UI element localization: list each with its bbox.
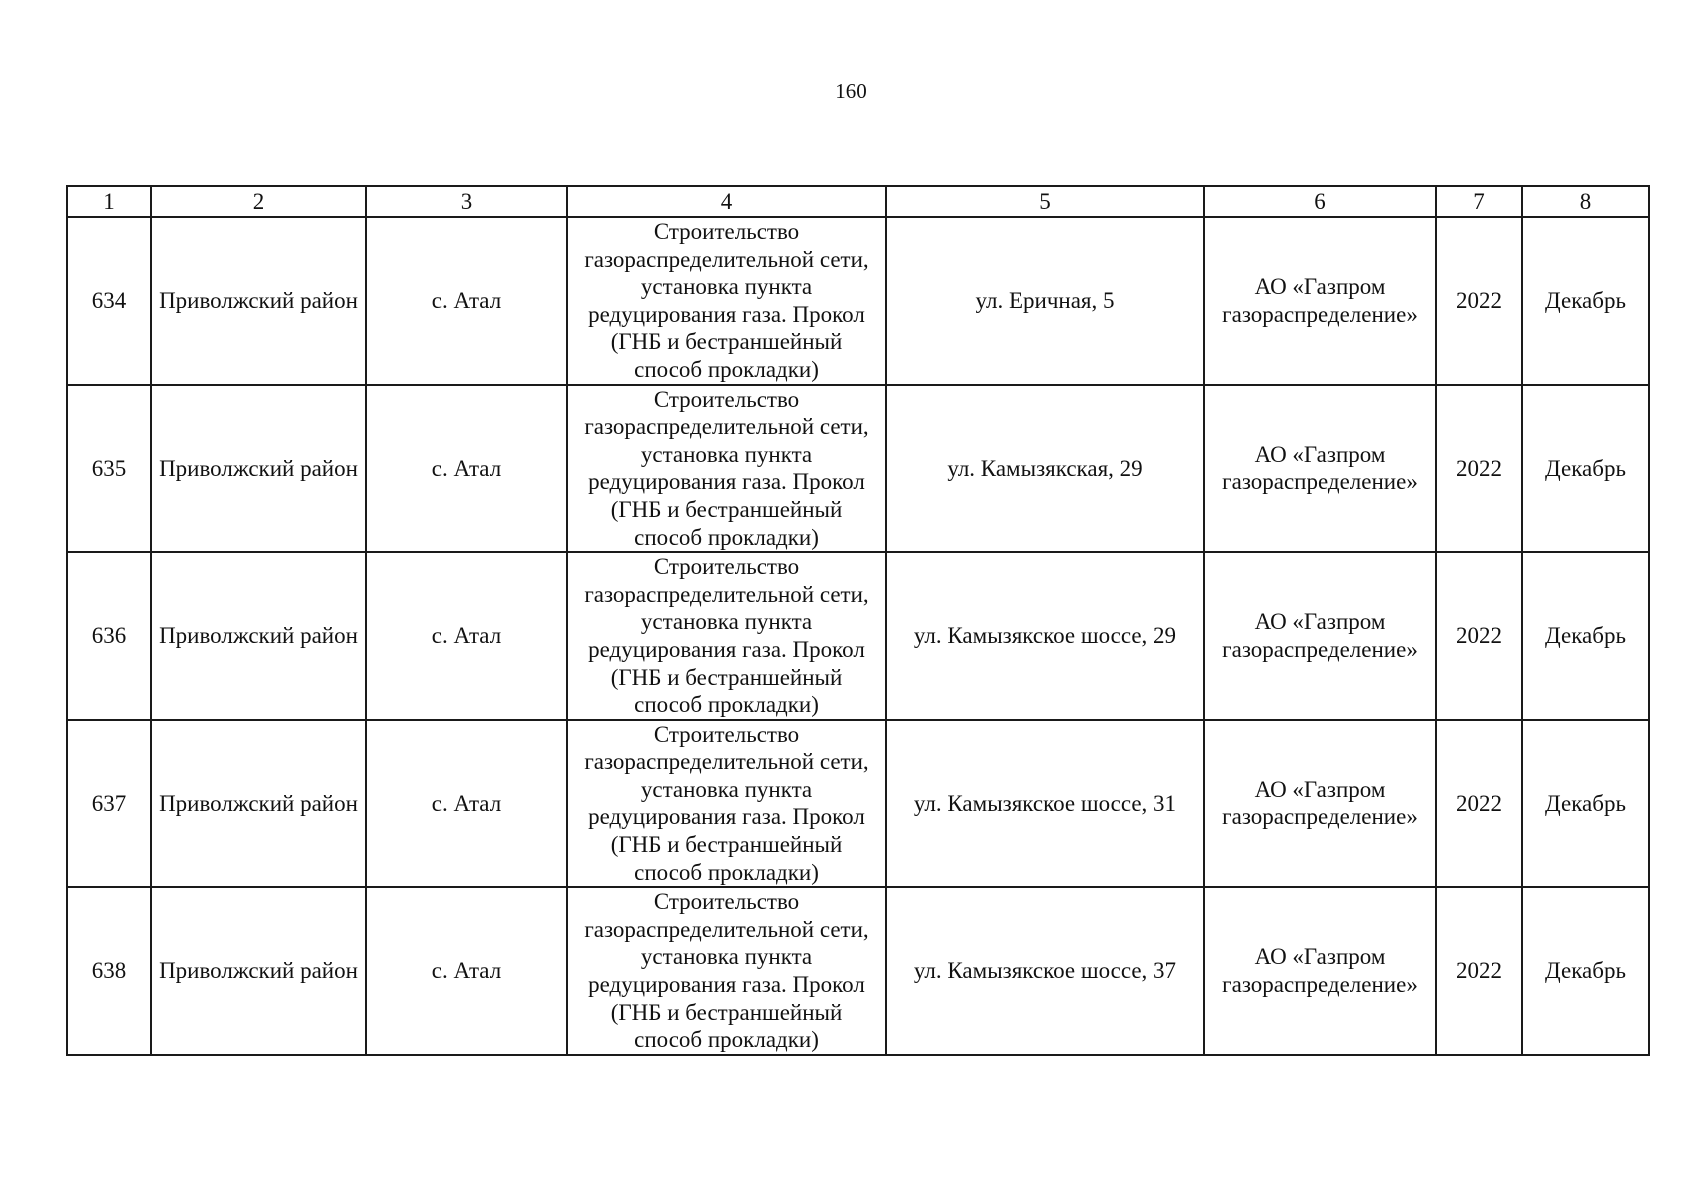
address-cell: ул. Еричная, 5 xyxy=(886,217,1204,385)
organization-cell: АО «Газпром газораспределение» xyxy=(1204,720,1436,888)
column-header: 8 xyxy=(1522,186,1649,217)
year-cell: 2022 xyxy=(1436,385,1522,553)
work-description-cell: Строительство газораспределительной сети, установка пункта редуцирования газа. Прокол (ГНБ и бестраншейный способ прокладки) xyxy=(567,552,886,720)
registry-table xyxy=(66,185,1650,1056)
table-row xyxy=(67,552,1649,720)
row-number-cell: 637 xyxy=(67,720,151,888)
month-cell: Декабрь xyxy=(1522,217,1649,385)
organization-cell: АО «Газпром газораспределение» xyxy=(1204,887,1436,1055)
table-row xyxy=(67,217,1649,385)
address-cell: ул. Камызякское шоссе, 37 xyxy=(886,887,1204,1055)
address-cell: ул. Камызякское шоссе, 29 xyxy=(886,552,1204,720)
column-header: 5 xyxy=(886,186,1204,217)
row-number-cell: 636 xyxy=(67,552,151,720)
column-header: 6 xyxy=(1204,186,1436,217)
locality-cell: с. Атал xyxy=(366,217,567,385)
work-description-cell: Строительство газораспределительной сети, установка пункта редуцирования газа. Прокол (ГНБ и бестраншейный способ прокладки) xyxy=(567,385,886,553)
column-header: 2 xyxy=(151,186,366,217)
table-row xyxy=(67,887,1649,1055)
table-header xyxy=(67,186,1649,217)
month-cell: Декабрь xyxy=(1522,720,1649,888)
table-row xyxy=(67,385,1649,553)
column-header: 7 xyxy=(1436,186,1522,217)
organization-cell: АО «Газпром газораспределение» xyxy=(1204,385,1436,553)
year-cell: 2022 xyxy=(1436,720,1522,888)
work-description-cell: Строительство газораспределительной сети, установка пункта редуцирования газа. Прокол (ГНБ и бестраншейный способ прокладки) xyxy=(567,217,886,385)
row-number-cell: 634 xyxy=(67,217,151,385)
table-row xyxy=(67,720,1649,888)
month-cell: Декабрь xyxy=(1522,552,1649,720)
page-number: 160 xyxy=(835,79,867,103)
table-body xyxy=(67,217,1649,1055)
locality-cell: с. Атал xyxy=(366,720,567,888)
address-cell: ул. Камызякская, 29 xyxy=(886,385,1204,553)
row-number-cell: 635 xyxy=(67,385,151,553)
column-header: 3 xyxy=(366,186,567,217)
organization-cell: АО «Газпром газораспределение» xyxy=(1204,217,1436,385)
year-cell: 2022 xyxy=(1436,217,1522,385)
column-header: 4 xyxy=(567,186,886,217)
locality-cell: с. Атал xyxy=(366,552,567,720)
locality-cell: с. Атал xyxy=(366,887,567,1055)
district-cell: Приволжский район xyxy=(151,385,366,553)
organization-cell: АО «Газпром газораспределение» xyxy=(1204,552,1436,720)
month-cell: Декабрь xyxy=(1522,385,1649,553)
work-description-cell: Строительство газораспределительной сети, установка пункта редуцирования газа. Прокол (ГНБ и бестраншейный способ прокладки) xyxy=(567,720,886,888)
district-cell: Приволжский район xyxy=(151,217,366,385)
year-cell: 2022 xyxy=(1436,887,1522,1055)
column-header: 1 xyxy=(67,186,151,217)
district-cell: Приволжский район xyxy=(151,887,366,1055)
work-description-cell: Строительство газораспределительной сети, установка пункта редуцирования газа. Прокол (ГНБ и бестраншейный способ прокладки) xyxy=(567,887,886,1055)
locality-cell: с. Атал xyxy=(366,385,567,553)
district-cell: Приволжский район xyxy=(151,552,366,720)
address-cell: ул. Камызякское шоссе, 31 xyxy=(886,720,1204,888)
header-row xyxy=(67,186,1649,217)
row-number-cell: 638 xyxy=(67,887,151,1055)
district-cell: Приволжский район xyxy=(151,720,366,888)
year-cell: 2022 xyxy=(1436,552,1522,720)
month-cell: Декабрь xyxy=(1522,887,1649,1055)
